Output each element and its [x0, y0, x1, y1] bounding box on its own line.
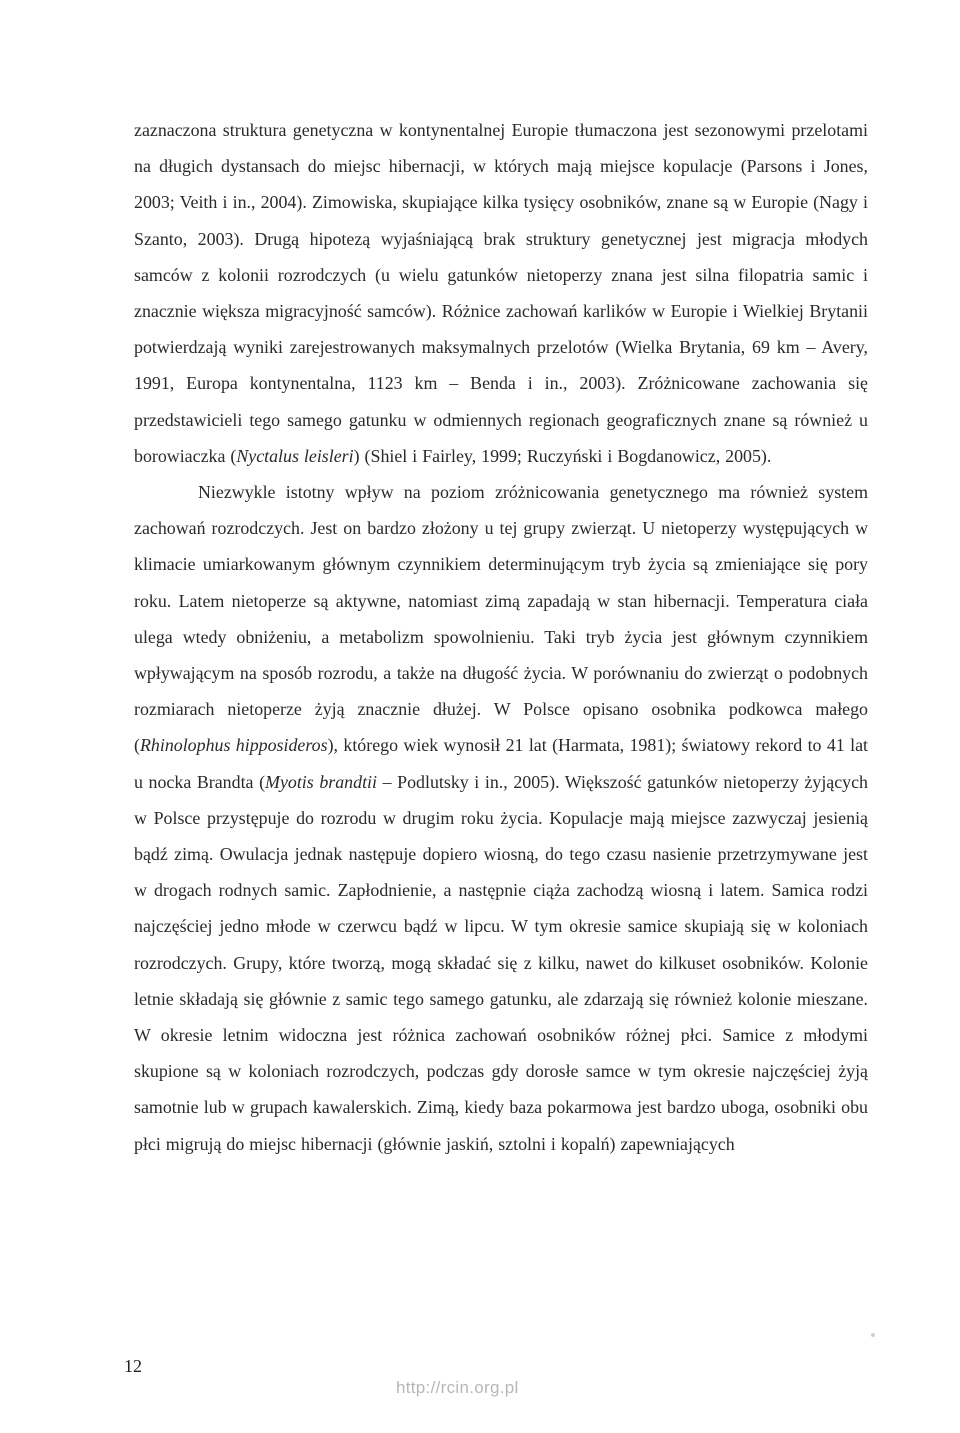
main-text [134, 112, 868, 1162]
page-number: 12 [124, 1356, 142, 1376]
paragraph-1 [134, 112, 868, 474]
paragraph-1-run: zaznaczona struktura genetyczna w kontynentalnej Europie tłumaczona jest sezonowymi przelotami na długich dystansach do miejsc hibernacji, w których mają miejsce kopulacje (Parsons i Jones, 2003; Veith i in., 2004). Zimowiska, skupiające kilka tysięcy osobników, znane są w Europie (Nagy i Szanto, 2003). Drugą hipotezą wyjaśniającą brak struktury genetycznej jest migracja młodych samców z kolonii rozrodczych (u wielu gatunków nietoperzy znana jest silna filopatria samic i znacznie większa migracyjność samców). Różnice zachowań karlików w Europie i Wielkiej Brytanii potwierdzają wyniki zarejestrowanych maksymalnych przelotów (Wielka Brytania, 69 km – Avery, 1991, Europa kontynentalna, 1123 km – Benda i in., 2003). Zróżnicowane zachowania się przedstawicieli tego samego gatunku w odmiennych regionach geograficznych znane są również u borowiaczka ( [134, 120, 868, 466]
paragraph-2 [134, 474, 868, 1162]
species-name-nyctalus: Nyctalus leisleri [236, 445, 354, 466]
scan-speck [871, 1333, 875, 1337]
species-name-myotis: Myotis brandtii [265, 771, 377, 792]
paragraph-1-run: ) (Shiel i Fairley, 1999; Ruczyński i Bogdanowicz, 2005). [353, 445, 772, 466]
paragraph-2-run: Niezwykle istotny wpływ na poziom zróżnicowania genetycznego ma również system zachowań rozrodczych. Jest on bardzo złożony u tej grupy zwierząt. U nietoperzy występujących w klimacie umiarkowanym głównym czynnikiem determinującym tryb życia są zmieniające się pory roku. Latem nietoperze są aktywne, natomiast zimą zapadają w stan hibernacji. Temperatura ciała ulega wtedy obniżeniu, a metabolizm spowolnieniu. Taki tryb życia jest głównym czynnikiem wpływającym na sposób rozrodu, a także na długość życia. W porównaniu do zwierząt o podobnych rozmiarach nietoperze żyją znacznie dłużej. W Polsce opisano osobnika podkowca małego ( [134, 482, 868, 756]
species-name-rhinolophus: Rhinolophus hipposideros [139, 735, 328, 756]
paragraph-2-run: ), którego wiek wynosił 21 lat (Harmata, 1981); światowy rekord to 41 lat u nocka Brandta ( [134, 735, 868, 792]
paragraph-2-run: – Podlutsky i in., 2005). Większość gatunków nietoperzy żyjących w Polsce przystępuje do rozrodu w drugim roku życia. Kopulacje mają miejsce zazwyczaj jesienią bądź zimą. Owulacja jednak następuje dopiero wiosną, do tego czasu nasienie przetrzymywane jest w drogach rodnych samic. Zapłodnienie, a następnie ciąża zachodzą wiosną i latem. Samica rodzi najczęściej jedno młode w czerwcu bądź w lipcu. W tym okresie samice skupiają się w koloniach rozrodczych. Grupy, które tworzą, mogą składać się z kilku, nawet do kilkuset osobników. Kolonie letnie składają się głównie z samic tego samego gatunku, ale zdarzają się również kolonie mieszane. W okresie letnim widoczna jest różnica zachowań osobników różnej płci. Samice z młodymi skupione są w koloniach rozrodczych, podczas gdy dorosłe samce w tym okresie najczęściej żyją samotnie lub w grupach kawalerskich. Zimą, kiedy baza pokarmowa jest bardzo uboga, osobniki obu płci migrują do miejsc hibernacji (głównie jaskiń, sztolni i kopalń) zapewniających [134, 771, 868, 1154]
footer-url[interactable]: http://rcin.org.pl [396, 1378, 519, 1397]
